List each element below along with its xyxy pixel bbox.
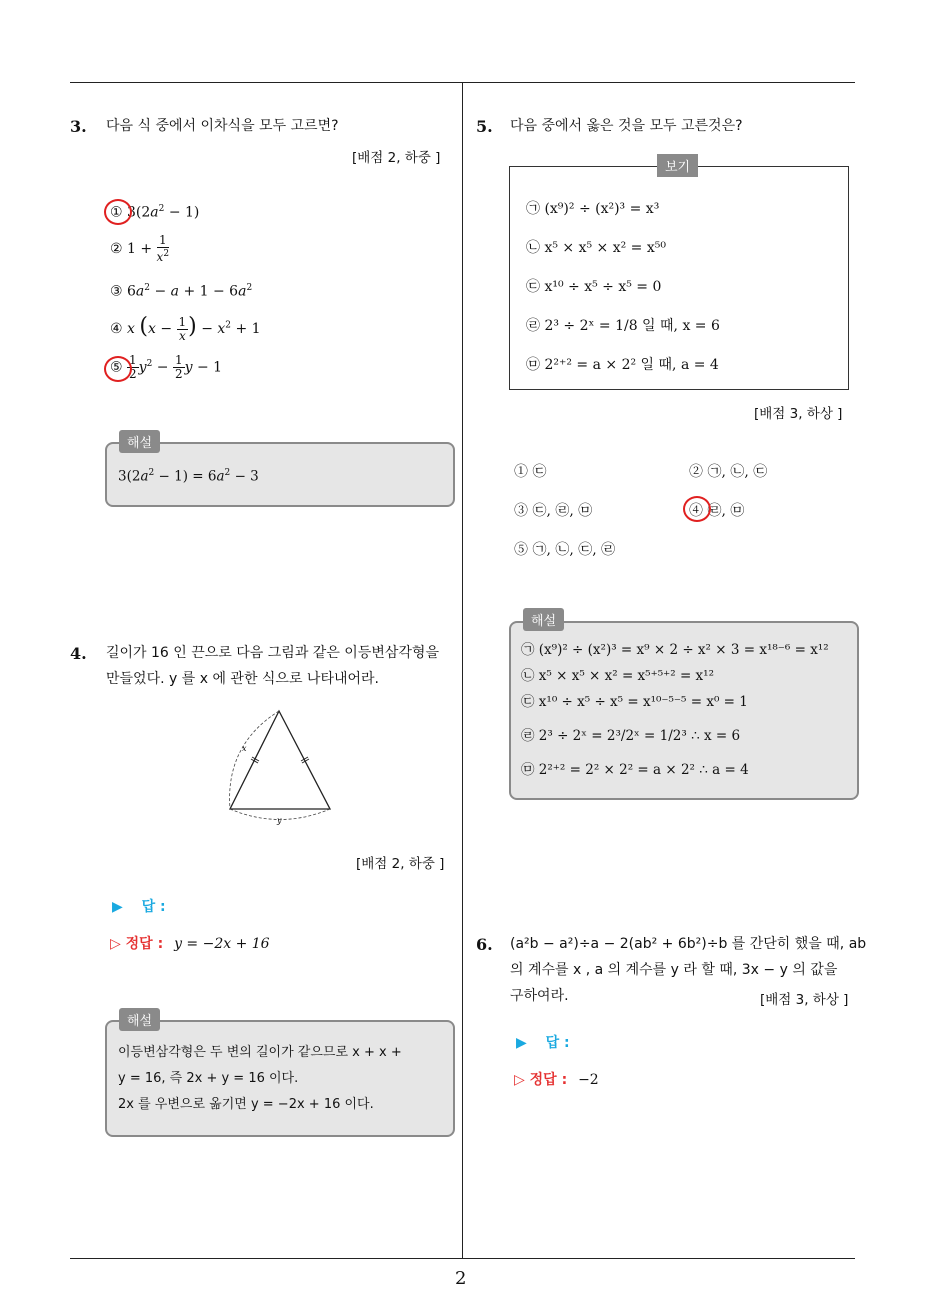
q3-option-1[interactable]: ① $3(2a^2 - 1)$ (110, 204, 200, 221)
q6-correct-value: −2 (578, 1072, 599, 1088)
q3-option-2[interactable]: ② 1 + $\frac{1}{x^2}$ (110, 233, 170, 264)
q6-number: 6. (476, 935, 493, 954)
outline-play-icon: ▷ (110, 936, 121, 952)
q4-solution-line1: 이등변삼각형은 두 변의 길이가 같으므로 x + x + (118, 1045, 402, 1060)
q3-solution-text: $3(2a^2 - 1) = 6a^2 - 3$ (118, 468, 259, 485)
q4-solution-line2: y = 16, 즉 2x + y = 16 이다. (118, 1071, 299, 1086)
q4-solution-tag: 해설 (119, 1008, 160, 1031)
q5-selected-mark-4 (683, 496, 711, 522)
q4-question-line1: 길이가 16 인 끈으로 다음 그림과 같은 이등변삼각형을 (106, 645, 439, 661)
q5-solution-line3: ㉢ x¹⁰ ÷ x⁵ ÷ x⁵ = x¹⁰⁻⁵⁻⁵ = x⁰ = 1 (521, 694, 748, 710)
q5-solution-line5: ㉤ 2²⁺² = 2² × 2² = a × 2² ∴ a = 4 (521, 762, 749, 778)
q4-correct-value: y = −2x + 16 (174, 936, 270, 952)
q6-question-line3: 구하여라. (510, 988, 569, 1004)
page-number: 2 (455, 1268, 467, 1289)
q4-solution-line3: 2x 를 우변으로 옮기면 y = −2x + 16 이다. (118, 1097, 374, 1112)
play-icon: ▶ (112, 899, 123, 915)
q4-triangle-figure (220, 705, 340, 830)
q5-option-4[interactable]: ④ ㉣, ㉤ (689, 503, 745, 519)
bottom-rule (70, 1258, 855, 1259)
q6-score: [배점 3, 하상 ] (760, 992, 849, 1008)
q3-question: 다음 식 중에서 이차식을 모두 고르면? (106, 118, 339, 134)
column-divider (462, 83, 463, 1258)
q5-option-3[interactable]: ③ ㉢, ㉣, ㉤ (514, 503, 593, 519)
q3-selected-mark-5 (104, 356, 132, 382)
q5-option-2[interactable]: ② ㉠, ㉡, ㉢ (689, 464, 768, 480)
q3-option-5[interactable]: ⑤ $\frac{1}{2}$ $y^2$ − $\frac{1}{2}$ y − 1 (110, 353, 223, 381)
q5-solution-line1: ㉠ (x⁹)² ÷ (x²)³ = x⁹ × 2 ÷ x² × 3 = x¹⁸⁻⁶ = x¹² (521, 642, 829, 658)
q6-answer-label: 답 : (545, 1035, 570, 1051)
q4-number: 4. (70, 644, 87, 663)
q5-score: [배점 3, 하상 ] (754, 406, 843, 422)
q5-question: 다음 중에서 옳은 것을 모두 고른것은? (510, 118, 743, 134)
q3-option-3[interactable]: ③ $6a^2 - a + 1 - 6a^2$ (110, 283, 253, 300)
q4-correct-row (110, 933, 270, 953)
q6-correct-label: 정답 : (529, 1072, 568, 1088)
q5-bogi-item-2: ㉡ x⁵ × x⁵ × x² = x⁵⁰ (526, 240, 666, 256)
outline-play-icon: ▷ (514, 1072, 525, 1088)
q5-bogi-item-3: ㉢ x¹⁰ ÷ x⁵ ÷ x⁵ = 0 (526, 279, 662, 295)
q5-solution-tag: 해설 (523, 608, 564, 631)
q5-solution-line2: ㉡ x⁵ × x⁵ × x² = x⁵⁺⁵⁺² = x¹² (521, 668, 714, 684)
q3-score: [배점 2, 하중 ] (352, 150, 441, 166)
play-icon: ▶ (516, 1035, 527, 1051)
q3-option-4[interactable]: ④ x (x − $\frac{1}{x}$ ) − $x^2 + 1$ (110, 314, 261, 343)
q4-score: [배점 2, 하중 ] (356, 856, 445, 872)
q6-answer-row (516, 1032, 570, 1052)
q4-question-line2: 만들었다. y 를 x 에 관한 식으로 나타내어라. (106, 671, 380, 687)
q5-number: 5. (476, 117, 493, 136)
q5-option-1[interactable]: ① ㉢ (514, 464, 547, 480)
q5-option-5[interactable]: ⑤ ㉠, ㉡, ㉢, ㉣ (514, 542, 616, 558)
q4-figure-label-y: y (277, 816, 282, 825)
q4-correct-label: 정답 : (125, 936, 164, 952)
q4-answer-label: 답 : (141, 899, 166, 915)
q6-correct-row (514, 1069, 599, 1089)
q3-solution-tag: 해설 (119, 430, 160, 453)
q4-figure-label-x: x (242, 744, 247, 753)
q5-bogi-item-4: ㉣ 2³ ÷ 2ˣ = 1/8 일 때, x = 6 (526, 318, 720, 334)
q3-number: 3. (70, 117, 87, 136)
q5-bogi-tag: 보기 (657, 154, 698, 177)
q5-solution-line4: ㉣ 2³ ÷ 2ˣ = 2³/2ˣ = 1/2³ ∴ x = 6 (521, 728, 741, 744)
q4-answer-row (112, 896, 166, 916)
q5-bogi-item-1: ㉠ (x⁹)² ÷ (x²)³ = x³ (526, 201, 660, 217)
q5-bogi-item-5: ㉤ 2²⁺² = a × 2² 일 때, a = 4 (526, 357, 719, 373)
q3-selected-mark-1 (104, 199, 132, 225)
q6-question-line1: (a²b − a²)÷a − 2(ab² + 6b²)÷b 를 간단히 했을 때, ab (510, 936, 867, 952)
q6-question-line2: 의 계수를 x , a 의 계수를 y 라 할 때, 3x − y 의 값을 (510, 962, 838, 978)
